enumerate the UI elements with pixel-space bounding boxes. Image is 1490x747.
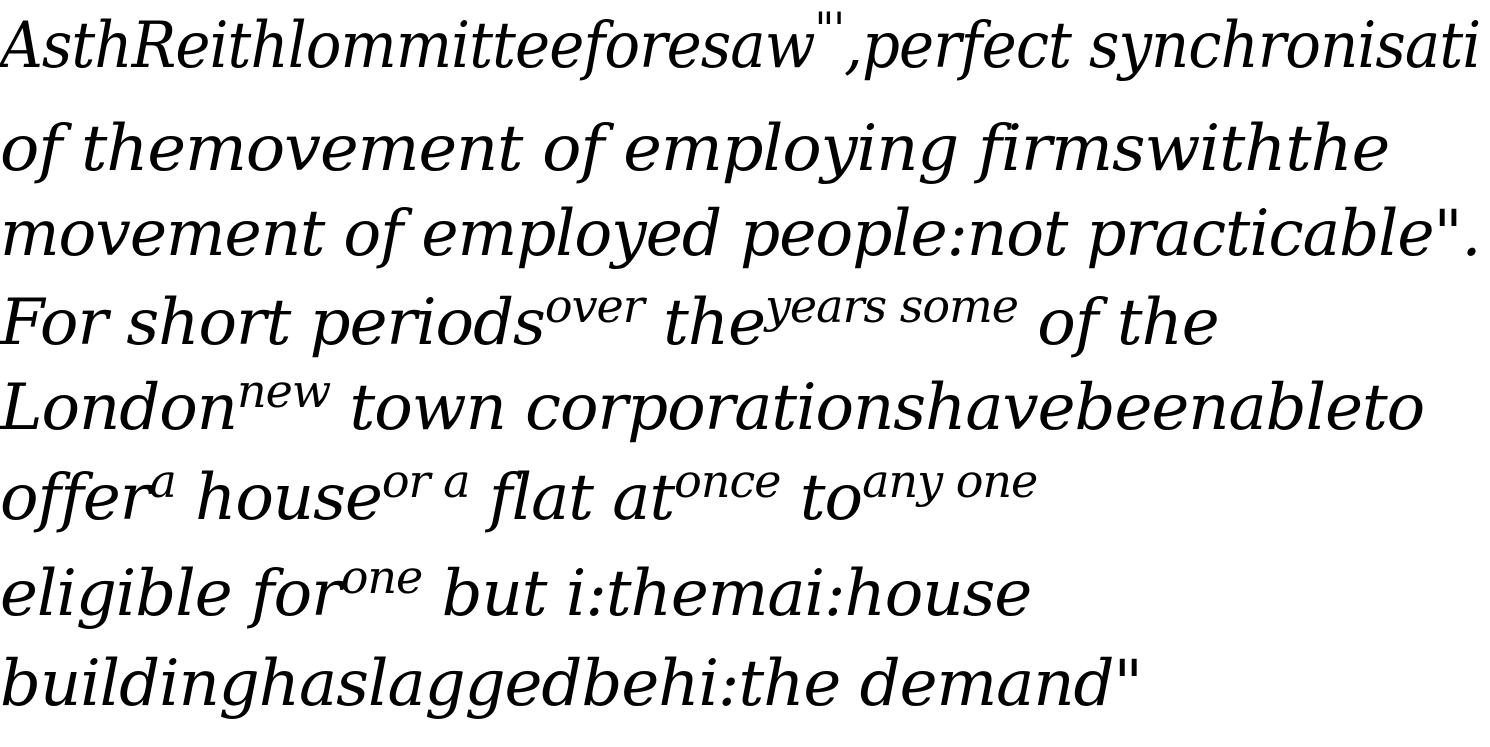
handwritten-line-1 [0,0,1480,92]
handwritten-line-4 [0,277,1219,369]
line-5-segment-1: London [0,371,237,445]
line-4-segment-1: For short periods [0,286,545,360]
handwritten-line-8 [0,638,1142,730]
handwritten-line-3 [0,188,1480,280]
line-6-segment-1: offer [0,461,150,535]
line-6-segment-2: a [149,454,176,508]
line-4-segment-2: over [544,279,644,333]
line-1-segment-2: "' [814,2,845,56]
handwritten-line-2 [0,103,1389,195]
handwritten-line-6 [0,452,1037,544]
line-1-segment-3: ,perfect synchronisati [844,9,1481,83]
line-5-segment-2: new [236,364,331,418]
line-7-segment-2: one [340,550,423,604]
line-3-segment-1: movement of employed people:not practicable". [0,197,1481,271]
line-2-segment-1: of themovement of employing firmswiththe [0,112,1390,186]
line-4-segment-5: of the [1017,286,1219,360]
line-7-segment-3: but i:themai:house [422,557,1032,631]
handwritten-line-7 [0,548,1031,640]
line-6-segment-8: any one [862,454,1038,508]
line-6-segment-7: to [780,461,863,535]
handwritten-line-5 [0,362,1424,454]
line-4-segment-3: the [643,286,765,360]
line-4-segment-4: years some [764,279,1018,333]
line-7-segment-1: eligible for [0,557,341,631]
line-5-segment-3: town corporationshavebeenableto [330,371,1425,445]
line-8-segment-1: buildinghaslaggedbehi:the demand" [0,647,1142,721]
line-6-segment-4: or a [381,454,470,508]
line-6-segment-5: flat at [469,461,675,535]
line-6-segment-3: house [175,461,382,535]
line-1-segment-1: AsthReithlommitteeforesaw [0,9,815,83]
line-6-segment-6: once [674,454,781,508]
